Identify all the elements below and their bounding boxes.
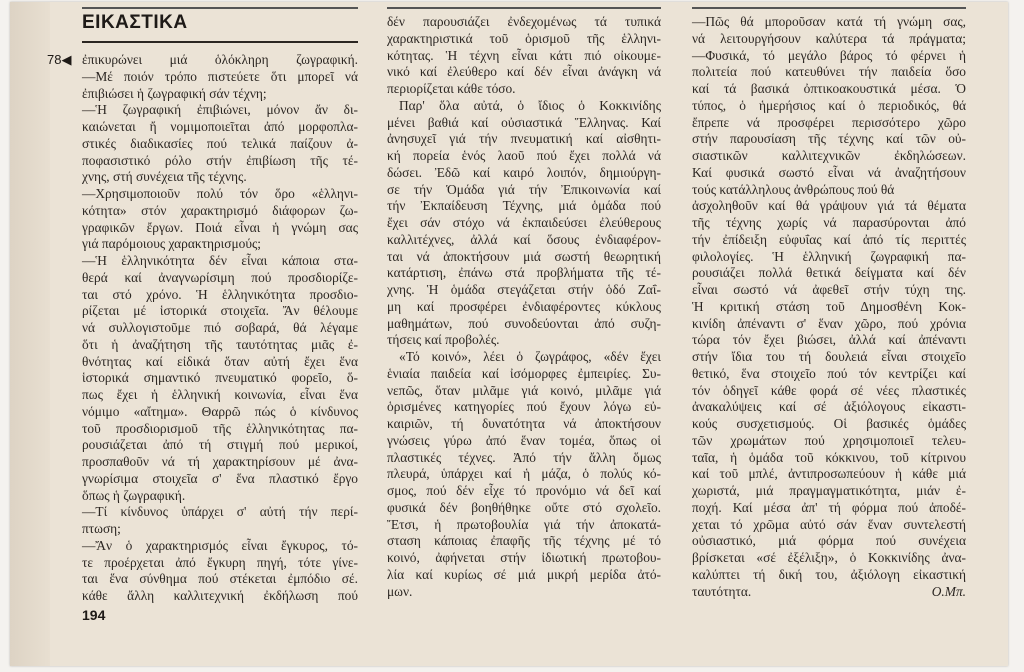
text-line xyxy=(387,81,661,98)
text-line-content: καί τοῦ μπλέ, ἀντιπροσωπεύουν ἡ κάθε μιά xyxy=(692,466,966,482)
text-line xyxy=(82,421,358,438)
text-line xyxy=(692,182,966,199)
text-line-content: ρουσιάζει πολλά θετικά δείγματα καί δέν xyxy=(692,265,966,281)
text-line xyxy=(82,86,358,103)
text-line xyxy=(82,236,358,253)
text-line xyxy=(692,81,966,98)
text-line xyxy=(692,64,966,81)
text-line xyxy=(387,517,661,534)
text-line-content: —Μέ ποιόν τρόπο πιστεύετε ὅτι μπορεῖ νά xyxy=(82,68,358,84)
page-number: 194 xyxy=(82,607,106,623)
top-rule xyxy=(82,7,358,9)
text-line-content: θερά καί ἀναγνωρίσιμη πού προσδιορίζε- xyxy=(82,269,358,285)
text-line xyxy=(82,337,358,354)
text-line-content: πολιτεία πού κατευθύνει τήν παιδεία ὅσο xyxy=(692,64,966,80)
text-line xyxy=(82,287,358,304)
text-line-content: —Ἡ ζωγραφική ἐπιβιώνει, μόνον ἄν δι- xyxy=(82,102,358,118)
text-line-content: στήν ἴδια του τή δουλειά εἶναι στοιχεῖο xyxy=(692,349,966,364)
text-line xyxy=(692,533,966,550)
text-line xyxy=(692,249,966,266)
text-line xyxy=(82,186,358,203)
text-line xyxy=(82,270,358,287)
text-line-content: Καί φυσικά σωστό εἶναι νά ἀναζητήσουν xyxy=(692,164,966,180)
text-line xyxy=(387,131,661,148)
text-line-content: ἀσχοληθοῦν καί θά γράψουν γιά τά θέματα xyxy=(692,198,966,214)
text-line-content: γνωρίσιμα στοιχεῖα σ' ἕνα πλαστικό ἔργο xyxy=(82,470,358,486)
text-line-content: νεπῶς, ὅταν μιλᾶμε γιά κοινό, μιλᾶμε γιά xyxy=(387,382,661,398)
text-line xyxy=(692,48,966,65)
text-column-1 xyxy=(82,52,358,605)
text-line xyxy=(82,521,358,538)
text-line xyxy=(82,504,358,521)
text-line-content: οὐσιαστικό, μιά φόρμα πού συνέχεια xyxy=(692,533,966,549)
text-line-content: νικό καί ἐλεύθερο καί δέν εἶναι ἀνάγκη νά xyxy=(387,64,661,80)
text-line xyxy=(692,416,966,433)
text-line xyxy=(387,332,661,349)
text-line xyxy=(692,299,966,316)
text-line-content: ποχή. Καί μέσα ἀπ' τή φόρμα πού ἀποδέ- xyxy=(692,499,966,515)
text-line-content: δέν παρουσιάζει ἐνδεχομένως τά τυπικά xyxy=(387,14,661,29)
text-line xyxy=(82,387,358,404)
text-line xyxy=(692,466,966,483)
text-line xyxy=(387,349,661,366)
text-line-content: στικές διαδικασίες πού τελικά παίζουν ἀ- xyxy=(82,135,358,151)
text-line-content: χαρακτηριστικά τοῦ ὁρισμοῦ τῆς ἑλληνι- xyxy=(387,30,661,46)
text-line xyxy=(692,265,966,282)
text-line xyxy=(692,433,966,450)
text-line xyxy=(387,483,661,500)
text-line xyxy=(82,370,358,387)
text-line-content: τῆς τέχνης χωρίς νά παρασύρονται ἀπό xyxy=(692,215,966,230)
page-edge-shadow xyxy=(10,2,50,666)
text-line-content: ὁρισμένες κατηγορίες πού ἔχουν λόγω εὐ- xyxy=(387,399,661,415)
text-line-content: ἐπικυρώνει μιά ὁλόκληρη ζωγραφική. xyxy=(82,52,358,67)
text-line xyxy=(692,500,966,517)
text-line-content: καιριῶν, τή δυνατότητα νά ἀποκτήσουν xyxy=(387,416,661,431)
text-line-content: ἐπιβιώσει ἡ ζωγραφική σάν τέχνη; xyxy=(82,85,267,101)
text-line xyxy=(387,215,661,232)
text-line xyxy=(387,64,661,81)
text-line xyxy=(692,483,966,500)
text-line xyxy=(82,354,358,371)
text-line xyxy=(387,115,661,132)
text-line xyxy=(82,404,358,421)
text-line-content: καλύπτει τή δική του, ἀξιόλογη εἰκαστική xyxy=(692,566,966,582)
text-line xyxy=(692,115,966,132)
continued-from-marker xyxy=(47,52,71,68)
text-line-content: τούς κατάλληλους ἀνθρώπους πού θά xyxy=(692,181,895,197)
text-line xyxy=(692,316,966,333)
continued-from-page: 78 xyxy=(47,52,62,67)
text-line xyxy=(692,98,966,115)
text-line-content: τε προέρχεται ἀπό ἔγκυρη πηγή, τότε γίνε- xyxy=(82,554,358,570)
text-line-content: γραφικῶν ἔργων. Ποιά εἶναι ἡ γνώμη σας xyxy=(82,219,358,235)
text-line xyxy=(692,567,966,584)
text-line xyxy=(692,383,966,400)
text-line-content: χωριστά, μιά πραγμαγματικότητα, μιάν ἐ- xyxy=(692,483,966,498)
text-line-content: πλευρά, ὑπάρχει καί ἡ μάζα, ὁ πολύς κό- xyxy=(387,466,661,482)
text-line xyxy=(82,320,358,337)
text-line-content: κότητας. Ἡ τέχνη εἶναι κάτι πιό οἰκουμε- xyxy=(387,47,661,63)
text-line-content: χεται τό χρῶμα αὐτό σάν ἕναν συντελεστή xyxy=(692,516,966,532)
text-line xyxy=(82,69,358,86)
text-line xyxy=(387,466,661,483)
text-line xyxy=(387,165,661,182)
text-line-content: καί τά βασικά ὀπτικοακουστικά μέσα. Ὁ xyxy=(692,81,966,96)
text-line-content: πτωση; xyxy=(82,521,121,536)
text-line-content: κότητα» στόν χαρακτηρισμό διάφορων ζω- xyxy=(82,202,358,218)
text-line-content: ρουσιάζεται ἀπό τή στιγμή πού μερικοί, xyxy=(82,437,358,453)
text-line xyxy=(387,450,661,467)
text-line-content: σιαστικῶν καλλιτεχνικῶν ἐκδηλώσεων. xyxy=(692,148,966,163)
text-column-2 xyxy=(387,14,661,600)
text-line-content: πλαστικές τέχνες. Ἀπό τήν ἄλλη ὅμως xyxy=(387,449,661,465)
text-line-content: θνότητας καί εἰδικά ὅταν αὐτή ἔχει ἕνα xyxy=(82,353,358,369)
text-line-content: κοινό, ἀφήνεται στήν ἰδιωτική πρωτοβου- xyxy=(387,550,661,565)
text-line-content: «Τό κοινό», λέει ὁ ζωγράφος, «δέν ἔχει xyxy=(399,349,661,364)
text-line xyxy=(82,253,358,270)
text-line xyxy=(387,265,661,282)
text-line-content: μη καί προσφέρει ἐνδιαφέροντες κύκλους xyxy=(387,298,661,314)
text-line xyxy=(82,220,358,237)
text-line xyxy=(387,550,661,567)
text-line-content: πως ἔχει ἡ ἑλληνική κοινωνία, εἶναι ἕνα xyxy=(82,387,358,402)
text-line xyxy=(82,471,358,488)
text-line xyxy=(387,584,661,601)
text-line xyxy=(387,399,661,416)
text-line-content: τήσεις καί προβολές. xyxy=(387,332,500,348)
text-line-content: ἑνιαία παιδεία καί ἰσόμορφες ἐμπειρίες. Συ- xyxy=(387,365,661,381)
text-line xyxy=(387,383,661,400)
text-line-content: τώρα τόν ἔχει βιώσει, ἀλλά καί ἀπέναντι xyxy=(692,332,966,348)
text-line xyxy=(387,31,661,48)
text-line-content: μαθημάτων, πού συνοδεύονται ἀπό συζη- xyxy=(387,315,661,331)
text-line-content: ταυτότητα. xyxy=(692,583,752,599)
text-line xyxy=(387,433,661,450)
text-line xyxy=(692,232,966,249)
top-rule xyxy=(692,7,966,9)
text-line xyxy=(82,203,358,220)
text-line xyxy=(82,303,358,320)
text-line xyxy=(387,416,661,433)
text-line-content: βρίσκεται «σέ ἐξέλιξη», ὁ Κοκκινίδης ἀνα- xyxy=(692,550,966,565)
text-line xyxy=(387,316,661,333)
text-line xyxy=(82,488,358,505)
text-line-content: μων. xyxy=(387,583,413,599)
arrow-left-icon: ◀ xyxy=(61,52,72,67)
text-line-content: ταῖα, ἡ ὁμάδα τοῦ κόκκινου, τοῦ κίτρινου xyxy=(692,449,966,465)
text-line-content: γνώσεις γύρω ἀπό ἕναν τομέα, ὅπως οἱ xyxy=(387,432,661,448)
text-line-content: θετικό, ἕνα στοιχεῖο πού τόν κεντρίζει καί xyxy=(692,365,966,381)
text-line-content: —Ἄν ὁ χαρακτηρισμός εἶναι ἔγκυρος, τό- xyxy=(82,537,358,553)
text-line xyxy=(692,550,966,567)
text-line-content: τόν ὁδηγεῖ κάθε φορά σέ νέες πλαστικές xyxy=(692,382,966,398)
text-line-content: τοῦ προσδιορισμοῦ τῆς ἑλληνικότητας πα- xyxy=(82,420,358,436)
text-line-content: προσπαθοῦν νά τή χαρακτηρίσουν μέ ἀνα- xyxy=(82,454,358,469)
text-line-content: νόμιμο «αἴτημα». Θαρρῶ πώς ὁ κίνδυνος xyxy=(82,403,358,419)
text-line-content: ὅπως ἡ ζωγραφική. xyxy=(82,487,186,503)
text-line-content: ται ἕνα σύνθημα πού στέκεται ἐμπόδιο σέ. xyxy=(82,571,358,587)
text-line xyxy=(387,533,661,550)
text-line-content: κατάρτιση, ἐπάνω στά προβλήματα τῆς τέ- xyxy=(387,265,661,281)
text-line-content: ται νά ἀποκτήσουν μιά σωστή θεωρητική xyxy=(387,248,661,264)
text-line-content: μένει βαθιά καί οὐσιαστικά Ἕλληνας. Καί xyxy=(387,114,661,130)
text-line xyxy=(82,454,358,471)
text-line-content: περιορίζεται κάθε τόσο. xyxy=(387,81,516,96)
text-line-content: νά συλλογιστοῦμε πιό σοβαρά, θά λέγαμε xyxy=(82,320,358,335)
text-line-content: καιώνεται ἤ νομιμοποιεῖται ἀπό μορφοπλα- xyxy=(82,119,358,134)
text-line-content: κάθε ἄλλη καλλιτεχνική ἐκδήλωση πού xyxy=(82,588,358,603)
text-line-content: γιά παρόμοιους χαρακτηρισμούς; xyxy=(82,236,262,252)
section-title: ΕΙΚΑΣΤΙΚΑ xyxy=(82,12,188,33)
text-line xyxy=(692,517,966,534)
text-line-content: τύπος, ὁ ἡμερήσιος καί ὁ περιοδικός, θά xyxy=(692,97,966,113)
text-line-content: δώσει. Ἐδῶ καί καιρό λοιπόν, δημιούργη- xyxy=(387,164,661,180)
text-line-content: ἔχει σάν στόχο νά ἐκπαιδεύσει ἐλεύθερους xyxy=(387,215,661,230)
text-line-content: στήν παρουσίαση τῆς τέχνης καί τῶν οὐ- xyxy=(692,131,966,147)
text-line xyxy=(82,169,358,186)
text-line-content: ται στό χρόνο. Ἡ ἑλληνικότητα προσδιο- xyxy=(82,286,358,302)
text-line-content: φιλολογίες. Ἡ ἑλληνική ζωγραφική πα- xyxy=(692,248,966,264)
text-line-content: σε τήν Ὁμάδα γιά τήν Ἐπικοινωνία καί xyxy=(387,181,661,197)
author-signature: Ο.Μπ. xyxy=(931,583,966,599)
text-line xyxy=(692,366,966,383)
text-line xyxy=(387,182,661,199)
text-line xyxy=(82,538,358,555)
text-line-content: χνης. Ἡ ὁμάδα στεγάζεται στήν ὁδό Ζαΐ- xyxy=(387,282,661,297)
text-line xyxy=(82,52,358,69)
text-line-content: νά λειτουργήσουν καλύτερα τά πράγματα; xyxy=(692,30,966,46)
text-line xyxy=(387,98,661,115)
text-line xyxy=(387,198,661,215)
text-line-content: κή πορεία ἑνός λαοῦ πού ἔχει πολλά νά xyxy=(387,148,661,163)
text-line xyxy=(692,14,966,31)
text-line xyxy=(692,332,966,349)
text-line-content: καλλιτέχνες, ἀλλά καί ὅσους ἐνδιαφέρον- xyxy=(387,231,661,247)
text-line xyxy=(692,584,966,601)
text-line xyxy=(692,148,966,165)
text-line xyxy=(387,282,661,299)
text-line-content: τῶν χρωμάτων πού χρησιμοποιεῖ τελευ- xyxy=(692,432,966,448)
text-line xyxy=(692,282,966,299)
text-line xyxy=(82,437,358,454)
text-line-content: —Ἡ ἑλληνικότητα δέν εἶναι κάποια στα- xyxy=(82,253,358,268)
text-line xyxy=(692,198,966,215)
text-line xyxy=(82,153,358,170)
text-line xyxy=(82,571,358,588)
text-line xyxy=(387,366,661,383)
text-line-content: ἱστορικά σημαντικό πνευματικό φορεῖο, ὅ- xyxy=(82,370,358,386)
text-line-content: —Τί κίνδυνος ὑπάρχει σ' αὐτή τήν περί- xyxy=(82,504,358,520)
text-line xyxy=(692,450,966,467)
top-rule xyxy=(387,7,661,9)
text-line-content: λία καί κυρίως σέ μιά μικρή μερίδα ἀτό- xyxy=(387,566,661,582)
text-line xyxy=(82,102,358,119)
text-line xyxy=(82,555,358,572)
text-line xyxy=(692,349,966,366)
text-line xyxy=(387,48,661,65)
text-line-content: ρίζεται μέ ἱστορικά στοιχεῖα. Ἄν θέλουμε xyxy=(82,303,358,319)
text-line xyxy=(692,31,966,48)
text-line-content: κούς συσχετισμούς. Οἱ βασικές ὁμάδες xyxy=(692,416,966,431)
text-line xyxy=(387,567,661,584)
text-line-content: τήν Ἐκπαίδευση Τέχνης, μιά ὁμάδα πού xyxy=(387,198,661,214)
text-line xyxy=(692,215,966,232)
text-line xyxy=(387,232,661,249)
text-line-content: —Φυσικά, τό μεγάλο βάρος τό φέρνει ἡ xyxy=(692,47,966,63)
text-line-content: ἔπρεπε νά προσφέρει περισσότερο χῶρο xyxy=(692,114,966,130)
text-line-content: ποφασιστικό ρόλο στήν ἐπιβίωση τῆς τέ- xyxy=(82,152,358,168)
text-line-content: —Χρησιμοποιοῦν πολύ τόν ὅρο «ἑλληνι- xyxy=(82,186,358,201)
text-line-content: χνης, στή συνέχεια τῆς τέχνης. xyxy=(82,169,247,185)
text-line-content: εἶναι σωστό νά ἀφεθεῖ στήν τύχη της. xyxy=(692,282,966,297)
text-line-content: ἀνησυχεῖ γιά τήν πνευματική καί αἰσθητι- xyxy=(387,131,661,147)
text-line xyxy=(387,299,661,316)
text-line-content: ὅτι ἡ ἀναζήτηση τῆς ταυτότητας μιᾶς ἐ- xyxy=(82,336,358,352)
text-line-content: φυσικά δέν βοηθήθηκε οὔτε στό σχολεῖο. xyxy=(387,499,661,515)
text-line xyxy=(387,249,661,266)
text-line xyxy=(82,136,358,153)
text-line-content: σμος, πού δέν εἶχε τό προνόμιο νά δεῖ καί xyxy=(387,483,661,498)
text-line-content: κινίδη ἀπέναντι σ' ἕναν χῶρο, πού χρόνια xyxy=(692,315,966,331)
text-line xyxy=(692,399,966,416)
text-line-content: —Πῶς θά μποροῦσαν κατά τή γνώμη σας, xyxy=(692,14,966,29)
text-line-content: Παρ' ὅλα αὐτά, ὁ ἴδιος ὁ Κοκκινίδης xyxy=(399,97,661,113)
text-line xyxy=(82,588,358,605)
text-line xyxy=(387,148,661,165)
text-line-content: Ἡ κριτική στάση τοῦ Δημοσθένη Κοκ- xyxy=(692,298,966,314)
text-line-content: τήν ἐπίδειξη εὐφυΐας καί ἀπό τίς περιττές xyxy=(692,231,966,247)
text-line xyxy=(82,119,358,136)
text-line-content: Ἔτσι, ἡ πρωτοβουλία γιά τήν ἀποκατά- xyxy=(387,516,661,532)
text-line-content: σταση κάποιας ἐπαφῆς τῆς τέχνης μέ τό xyxy=(387,533,661,549)
text-line-content: ἀνακαλύψεις καί σέ ἀξιόλογους εἰκαστι- xyxy=(692,399,966,415)
text-line xyxy=(692,131,966,148)
text-line xyxy=(387,14,661,31)
text-column-3 xyxy=(692,14,966,600)
text-line xyxy=(692,165,966,182)
title-rule xyxy=(82,41,358,43)
text-line xyxy=(387,500,661,517)
